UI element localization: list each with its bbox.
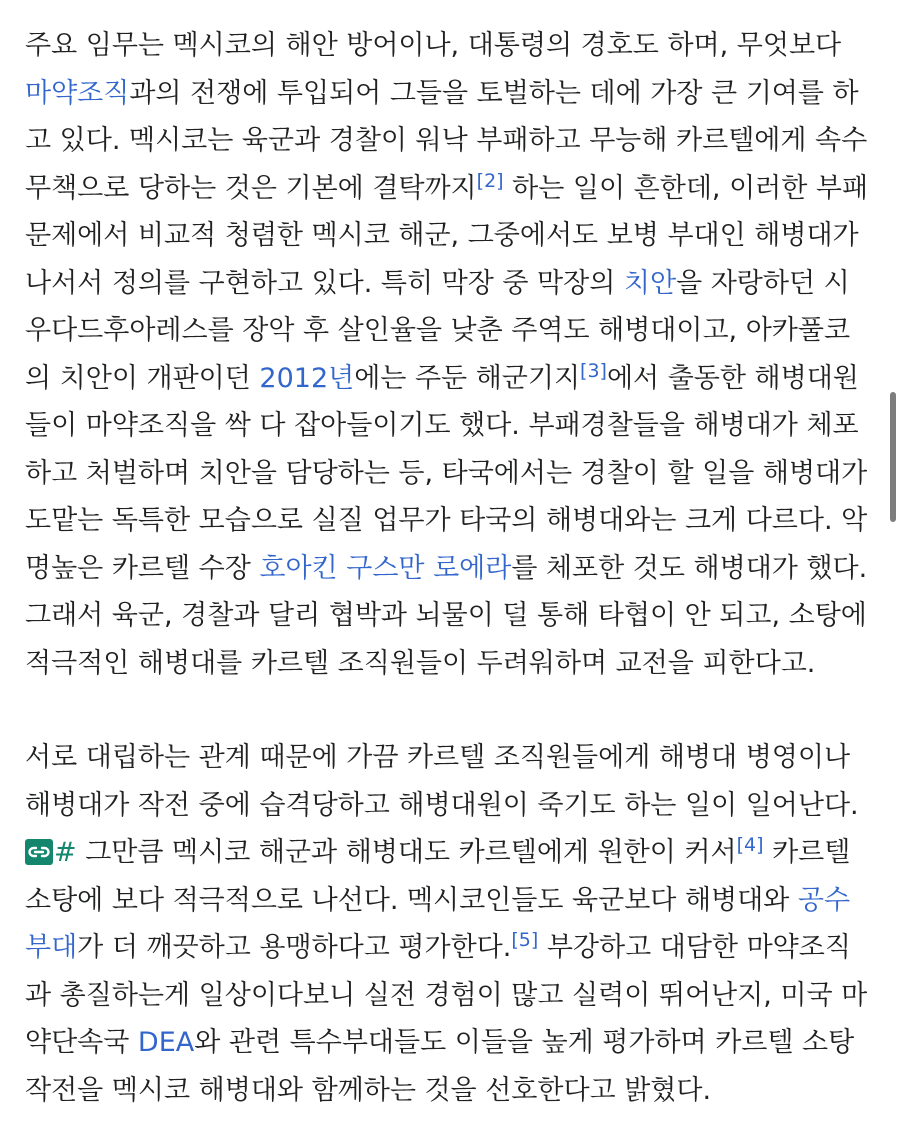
permalink-hash[interactable]: # [54,837,77,868]
footnote-link-3[interactable]: [3] [580,359,607,382]
text-line: 문제에서 비교적 청렴한 멕시코 해군, 그중에서도 보병 부대인 해병대가 [25,220,859,251]
paragraph-2 [25,734,883,1114]
text-line: 우다드후아레스를 장악 후 살인율을 낮춘 주역도 해병대이고, 아카풀코 [25,315,851,346]
footnote-link-4[interactable]: [4] [736,834,764,856]
scrollbar-thumb[interactable] [890,392,896,522]
text-line: 고 있다. 멕시코는 육군과 경찰이 워낙 부패하고 무능해 카르텔에게 속수 [25,125,868,156]
link-year-2012[interactable]: 2012년 [259,362,355,394]
text-line: 소탕에 보다 적극적으로 나선다. 멕시코인들도 육군보다 해병대와 공수 [25,884,851,916]
footnote-ref-2 [477,170,504,192]
text-line: 들이 마약조직을 싹 다 잡아들이기도 했다. 부패경찰들을 해병대가 체포 [25,410,859,441]
link-airborne-unit[interactable]: 공수 [797,884,851,916]
paragraph-1 [25,22,883,687]
text-line: 의 치안이 개판이던 2012년에는 주둔 해군기지[3]에서 출동한 해병대원 [25,359,859,394]
text-line: 적극적인 해병대를 카르텔 조직원들이 두려워하며 교전을 피한다고. [25,647,816,679]
text-line: # 그만큼 멕시코 해군과 해병대도 카르텔에게 원한이 커서[4] 카르텔 [25,829,883,877]
link-dea[interactable]: DEA [137,1027,195,1058]
footnote-ref-5 [511,929,538,951]
text-line: 부대가 더 깨끗하고 용맹하다고 평가한다.[5] 부강하고 대담한 마약조직 [25,929,851,963]
text-line: 명높은 카르텔 수장 호아킨 구스만 로에라를 체포한 것도 해병대가 했다. [25,552,868,584]
text-line: 하고 처벌하며 치안을 담당하는 등, 타국에서는 경찰이 할 일을 해병대가 [25,457,868,489]
link-public-security[interactable]: 치안 [623,267,677,299]
text-line: 그래서 육군, 경찰과 달리 협박과 뇌물이 덜 통해 타협이 안 되고, 소탕에 [25,600,867,631]
text-line: 무책으로 당하는 것은 기본에 결탁까지[2] 하는 일이 흔한데, 이러한 부패 [25,169,869,204]
text-line: 서로 대립하는 관계 때문에 가끔 카르텔 조직원들에게 해병대 병영이나 [25,742,851,773]
text-line: 마약조직과의 전쟁에 투입되어 그들을 토벌하는 데에 가장 큰 기여를 하 [25,77,859,109]
footnote-link-5[interactable]: [5] [511,929,539,951]
text-line: 약단속국 DEA와 관련 특수부대들도 이들을 높게 평가하며 카르텔 소탕 [25,1027,855,1058]
text-line: 도맡는 독특한 모습으로 실질 업무가 타국의 해병대와는 크게 다르다. 악 [25,505,868,536]
link-airborne-unit[interactable]: 부대 [25,932,78,963]
text-line: 작전을 멕시코 해병대와 함께하는 것을 선호한다고 밝혔다. [25,1074,712,1106]
footnote-link-2[interactable]: [2] [476,169,504,192]
text-line: 과 총질하는게 일상이다보니 실전 경험이 많고 실력이 뛰어난지, 미국 마 [25,979,868,1011]
footnote-ref-4 [737,834,764,856]
link-joaquin-guzman[interactable]: 호아킨 구스만 로에라 [259,552,512,584]
link-drug-cartel[interactable]: 마약조직 [25,77,130,109]
text-line: 나서서 정의를 구현하고 있다. 특히 막장 중 막장의 치안을 자랑하던 시 [25,267,850,299]
text-line: 주요 임무는 멕시코의 해안 방어이나, 대통령의 경호도 하며, 무엇보다 [25,30,842,61]
article-content [25,22,883,1114]
footnote-ref-3 [580,360,607,382]
link-icon[interactable] [25,839,53,865]
text-line: 해병대가 작전 중에 습격당하고 해병대원이 죽기도 하는 일이 일어난다. [25,789,859,821]
